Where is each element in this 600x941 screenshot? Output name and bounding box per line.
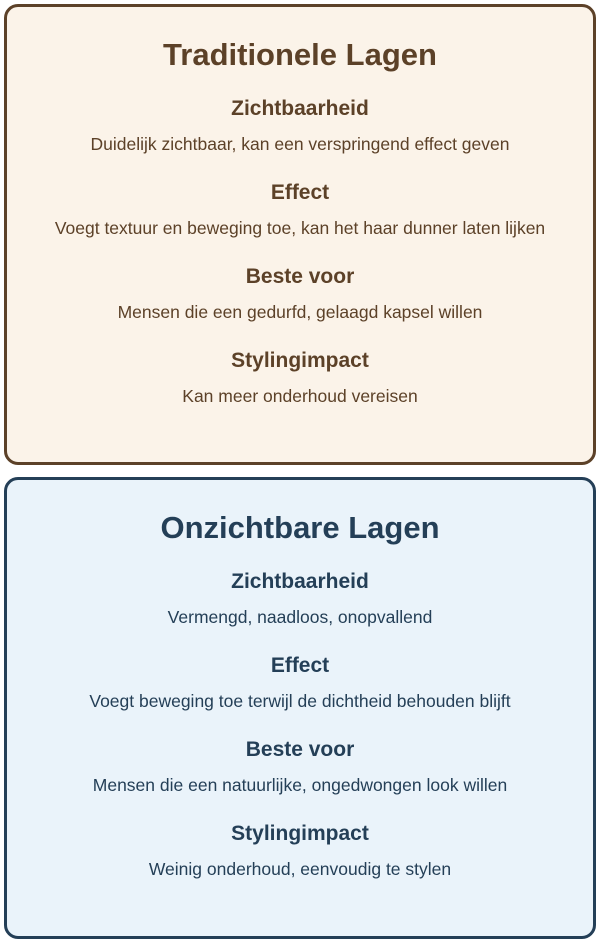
section-heading: Stylingimpact xyxy=(231,349,369,372)
section-heading: Zichtbaarheid xyxy=(231,97,369,120)
section-best-for xyxy=(7,737,593,796)
section-heading: Zichtbaarheid xyxy=(231,570,369,593)
section-text: Weinig onderhoud, eenvoudig te stylen xyxy=(148,859,452,879)
section-text: Voegt textuur en beweging toe, kan het haar dunner laten lijken xyxy=(54,218,546,238)
section-effect xyxy=(7,653,593,712)
traditional-layers-card xyxy=(4,4,596,465)
section-heading: Beste voor xyxy=(245,265,355,288)
card-title: Onzichtbare Lagen xyxy=(160,510,440,545)
section-text: Kan meer onderhoud vereisen xyxy=(182,386,418,406)
section-text: Mensen die een natuurlijke, ongedwongen look willen xyxy=(92,775,508,795)
section-visibility xyxy=(7,96,593,155)
section-text: Mensen die een gedurfd, gelaagd kapsel willen xyxy=(117,302,483,322)
section-styling-impact xyxy=(7,821,593,880)
section-text: Vermengd, naadloos, onopvallend xyxy=(167,607,433,627)
section-styling-impact xyxy=(7,348,593,407)
section-text: Voegt beweging toe terwijl de dichtheid behouden blijft xyxy=(89,691,511,711)
section-text: Duidelijk zichtbaar, kan een verspringend effect geven xyxy=(90,134,510,154)
section-effect xyxy=(7,180,593,239)
section-best-for xyxy=(7,264,593,323)
section-heading: Stylingimpact xyxy=(231,822,369,845)
section-heading: Beste voor xyxy=(245,738,355,761)
section-visibility xyxy=(7,569,593,628)
section-heading: Effect xyxy=(270,654,330,677)
section-heading: Effect xyxy=(270,181,330,204)
invisible-layers-card xyxy=(4,477,596,939)
card-title: Traditionele Lagen xyxy=(163,37,437,72)
